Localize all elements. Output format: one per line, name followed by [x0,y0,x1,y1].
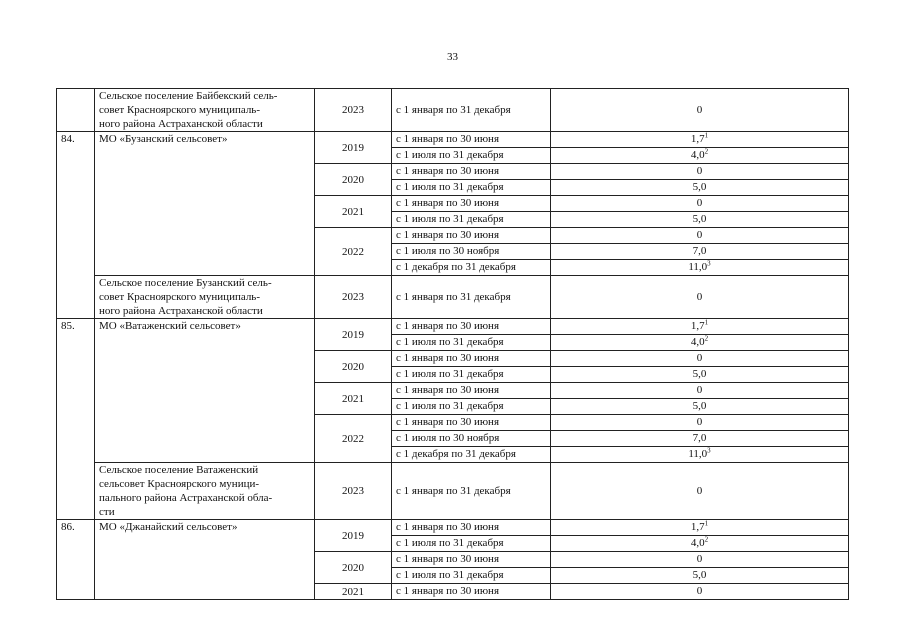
settlement-name-line: пального района Астраханской обла- [99,492,273,504]
value: 0 [696,197,703,209]
period: с 1 декабря по 31 декабря [396,261,516,273]
period-cell [392,132,551,148]
value: 5,0 [692,181,707,193]
period: с 1 июля по 31 декабря [396,336,504,348]
municipality-name-cell [95,132,315,276]
value-cell [551,351,849,367]
value: 11,0 [688,261,708,273]
year-cell [315,415,392,463]
value: 0 [696,384,703,396]
table-row [57,319,849,335]
value: 5,0 [692,400,707,412]
year-cell [315,463,392,520]
period: с 1 июля по 31 декабря [396,368,504,380]
year: 2023 [342,485,364,497]
value-cell [551,180,849,196]
municipality-name-cell [95,520,315,600]
value-cell [551,584,849,600]
tariff-table-body [57,89,849,600]
value-cell [551,228,849,244]
period: с 1 января по 31 декабря [396,485,511,497]
value: 0 [696,291,703,303]
period: с 1 января по 30 июня [396,165,500,177]
settlement-name-cell [95,463,315,520]
year: 2022 [342,432,364,445]
settlement-name-line: ного района Астраханской области [99,118,263,130]
value-cell [551,196,849,212]
table-row-settlement [57,276,849,319]
year: 2020 [342,360,364,373]
footnote-mark: 2 [704,334,709,343]
value-cell [551,463,849,520]
year-cell [315,196,392,228]
settlement-name-cell [95,276,315,319]
value: 0 [696,165,703,177]
value-cell [551,447,849,463]
year-cell [315,520,392,552]
municipality-name: МО «Джанайский сельсовет» [99,521,238,533]
value-cell [551,276,849,319]
period-cell [392,536,551,552]
year: 2022 [342,245,364,258]
period: с 1 января по 30 июня [396,352,500,364]
period-cell [392,335,551,351]
row-number: 84. [61,133,75,145]
value: 11,0 [688,448,708,460]
value: 0 [696,352,703,364]
settlement-name-line: совет Красноярского муниципаль- [99,104,260,116]
table-row [57,132,849,148]
period-cell [392,212,551,228]
period: с 1 января по 30 июня [396,197,500,209]
year-cell [315,132,392,164]
settlement-name-line: сти [99,506,115,518]
value: 0 [696,585,703,597]
settlement-name-line: Сельское поселение Байбекский сель- [99,90,278,102]
year: 2021 [342,205,364,218]
value: 1,7 [690,521,705,533]
period-cell [392,431,551,447]
period: с 1 июля по 31 декабря [396,213,504,225]
period-cell [392,415,551,431]
period-cell [392,319,551,335]
year-cell [315,89,392,132]
period: с 1 июля по 31 декабря [396,181,504,193]
value: 4,0 [690,537,705,549]
period-cell [392,520,551,536]
footnote-mark: 1 [704,131,709,140]
period-cell [392,148,551,164]
value: 0 [696,104,703,116]
value: 0 [696,416,703,428]
row-number: 85. [61,320,75,332]
footnote-mark: 1 [704,519,709,528]
year-cell [315,552,392,584]
period-cell [392,164,551,180]
period: с 1 декабря по 31 декабря [396,448,516,460]
period: с 1 января по 31 декабря [396,104,511,116]
page-number: 33 [447,51,458,63]
period: с 1 июля по 30 ноября [396,245,500,257]
year-cell [315,319,392,351]
year-cell [315,228,392,276]
settlement-name-line: сельсовет Красноярского муници- [99,478,260,490]
table-row-settlement [57,463,849,520]
period-cell [392,463,551,520]
settlement-name-line: Сельское поселение Бузанский сель- [99,277,272,289]
settlement-name-line: совет Красноярского муниципаль- [99,291,260,303]
period-cell [392,180,551,196]
period-cell [392,260,551,276]
value-cell [551,536,849,552]
value-cell [551,552,849,568]
period-cell [392,367,551,383]
period: с 1 июля по 31 декабря [396,400,504,412]
municipality-name: МО «Ватаженский сельсовет» [99,320,241,332]
year: 2019 [342,529,364,542]
value-cell [551,89,849,132]
period-cell [392,584,551,600]
value-cell [551,319,849,335]
tariff-table [56,88,849,600]
settlement-name-line: Сельское поселение Ватаженский [99,464,259,476]
value-cell [551,568,849,584]
period: с 1 января по 30 июня [396,553,500,565]
value-cell [551,260,849,276]
year: 2023 [342,291,364,303]
footnote-mark: 2 [704,147,709,156]
period-cell [392,383,551,399]
settlement-name-cell [95,89,315,132]
footnote-mark: 1 [704,318,709,327]
period-cell [392,196,551,212]
value: 4,0 [690,149,705,161]
value: 0 [696,485,703,497]
period-cell [392,447,551,463]
period-cell [392,351,551,367]
period: с 1 января по 30 июня [396,229,500,241]
settlement-name-line: ного района Астраханской области [99,305,263,317]
value: 7,0 [692,432,707,444]
row-number-cell [57,132,95,319]
value: 5,0 [692,569,707,581]
period-cell [392,568,551,584]
period: с 1 января по 31 декабря [396,291,511,303]
period-cell [392,276,551,319]
period: с 1 января по 30 июня [396,521,500,533]
period: с 1 января по 30 июня [396,416,500,428]
period: с 1 июля по 31 декабря [396,149,504,161]
table-row [57,520,849,536]
period: с 1 января по 30 июня [396,320,500,332]
row-number-cell [57,319,95,520]
period: с 1 июля по 30 ноября [396,432,500,444]
year-cell [315,164,392,196]
year: 2020 [342,173,364,186]
period-cell [392,399,551,415]
value-cell [551,244,849,260]
value: 5,0 [692,213,707,225]
value-cell [551,212,849,228]
period: с 1 января по 30 июня [396,133,500,145]
value-cell [551,335,849,351]
value: 0 [696,553,703,565]
value-cell [551,431,849,447]
period-cell [392,228,551,244]
value: 0 [696,229,703,241]
footnote-mark: 3 [707,446,711,455]
year: 2021 [342,585,364,598]
period: с 1 июля по 31 декабря [396,569,504,581]
table-row-settlement [57,89,849,132]
year: 2019 [342,328,364,341]
value-cell [551,415,849,431]
year-cell [315,276,392,319]
value-cell [551,383,849,399]
year-cell [315,351,392,383]
value-cell [551,367,849,383]
value: 1,7 [690,320,705,332]
row-number: 86. [61,521,75,533]
period: с 1 января по 30 июня [396,384,500,396]
period-cell [392,89,551,132]
year: 2021 [342,392,364,405]
value: 4,0 [690,336,705,348]
value: 1,7 [690,133,705,145]
municipality-name-cell [95,319,315,463]
period-cell [392,244,551,260]
period: с 1 января по 30 июня [396,585,500,597]
footnote-mark: 2 [704,535,709,544]
row-number-cell [57,520,95,600]
row-number-cell [57,89,95,132]
year-cell [315,383,392,415]
period: с 1 июля по 31 декабря [396,537,504,549]
year: 2020 [342,561,364,574]
value: 7,0 [692,245,707,257]
period-cell [392,552,551,568]
value-cell [551,520,849,536]
value: 5,0 [692,368,707,380]
footnote-mark: 3 [707,259,711,268]
year: 2019 [342,141,364,154]
value-cell [551,132,849,148]
year-cell [315,584,392,600]
municipality-name: МО «Бузанский сельсовет» [99,133,228,145]
value-cell [551,148,849,164]
value-cell [551,399,849,415]
value-cell [551,164,849,180]
year: 2023 [342,104,364,116]
